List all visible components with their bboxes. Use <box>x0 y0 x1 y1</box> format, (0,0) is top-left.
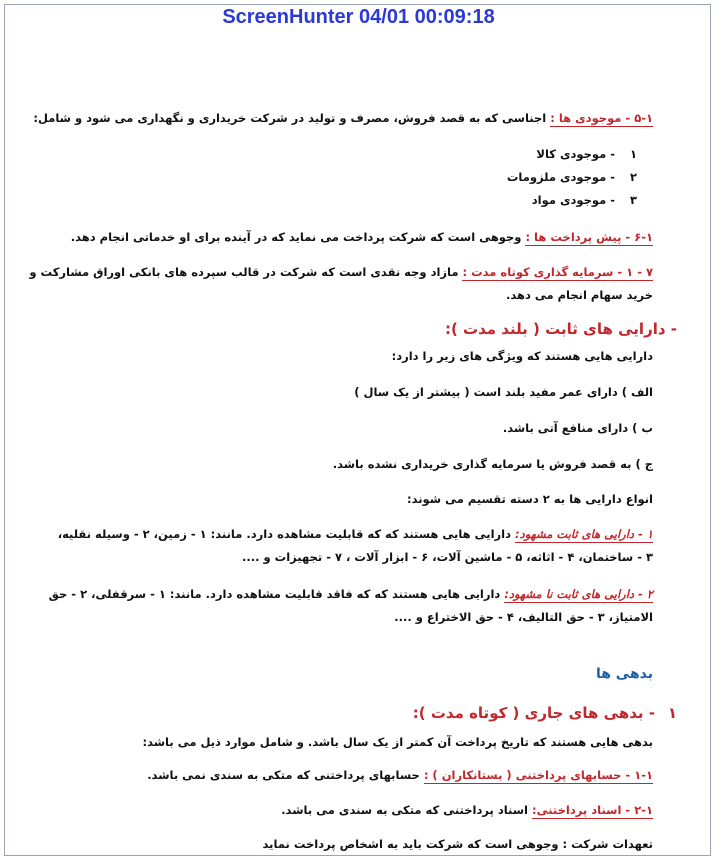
current-liabilities-title: ۱- بدهی های جاری ( کوتاه مدت ): <box>412 704 677 722</box>
fixed-assets-a: الف ) دارای عمر مفید بلند است ( بیشتر از یک سال ) <box>354 385 653 399</box>
notes-payable-title: ۲-۱ - اسناد پرداختنی: <box>532 803 653 817</box>
short-investment-line-2: خرید سهام انجام می دهد. <box>505 288 653 302</box>
obligations-line: تعهدات شرکت : وجوهی است که شرکت باید به اشخاص پرداخت نماید <box>262 837 653 851</box>
fixed-assets-title: - دارایی های ثابت ( بلند مدت ): <box>444 320 677 338</box>
intangible-title: ۲ - دارایی های ثابت نا مشهود: <box>504 587 653 601</box>
intangible-line-2: الامتیاز، ۳ - حق التالیف، ۴ - حق الاختراع و .... <box>394 610 653 624</box>
prepayment-title: ۶-۱ - پیش پرداخت ها : <box>525 230 653 244</box>
inventory-text: اجناسی که به قصد فروش، مصرف و تولید در شرکت خریداری و نگهداری می شود و شامل: <box>33 111 551 125</box>
tangible-line-2: ۳ - ساختمان، ۴ - اثاثه، ۵ - ماشین آلات، ۶ - ابزار آلات ، ۷ - تجهیزات و .... <box>242 550 653 564</box>
current-liabilities-intro: بدهی هایی هستند که تاریخ پرداخت آن کمتر از یک سال باشد. و شامل موارد ذیل می باشد: <box>142 735 653 749</box>
liabilities-heading: بدهی ها <box>595 666 653 682</box>
payables-line: ۱-۱ - حسابهای پرداختنی ( بستانکاران ) : حسابهای پرداختنی که متکی به سندی نمی باشد. <box>147 768 653 782</box>
watermark: ScreenHunter 04/01 00:09:18 <box>222 6 495 28</box>
notes-payable-line: ۲-۱ - اسناد پرداختنی: اسناد پرداختنی که متکی به سندی می باشد. <box>281 803 653 817</box>
inventory-item: ۲- موجودی ملزومات <box>506 170 637 184</box>
short-investment-line: ۷ - ۱ - سرمایه گذاری کوتاه مدت : مازاد وجه نقدی است که شرکت در قالب سپرده های بانکی اوراق مشارکت و <box>29 265 653 279</box>
short-investment-title: ۷ - ۱ - سرمایه گذاری کوتاه مدت : <box>462 265 653 279</box>
inventory-item: ۱- موجودی کالا <box>536 147 637 161</box>
fixed-assets-intro: دارایی هایی هستند که ویژگی های زیر را دارد: <box>391 349 653 363</box>
payables-title: ۱-۱ - حسابهای پرداختنی ( بستانکاران ) : <box>423 768 653 782</box>
tangible-line: ۱ - دارایی های ثابت مشهود: دارایی هایی هستند که که قابلیت مشاهده دارد. مانند: ۱ - زمین، ۲ - وسیله نقلیه، <box>57 527 653 541</box>
fixed-assets-c: ج ) به قصد فروش یا سرمایه گذاری خریداری نشده باشد. <box>332 457 653 471</box>
tangible-title: ۱ - دارایی های ثابت مشهود: <box>515 527 653 541</box>
inventory-line <box>33 110 653 126</box>
prepayment-line: ۶-۱ - پیش پرداخت ها : وجوهی است که شرکت پرداخت می نماید که در آینده برای او خدماتی انجام دهد. <box>70 230 653 244</box>
fixed-assets-b: ب ) دارای منافع آتی باشد. <box>502 421 653 435</box>
inventory-title: ۵-۱ - موجودی ها : <box>550 111 653 125</box>
intangible-line: ۲ - دارایی های ثابت نا مشهود: دارایی هایی هستند که که فاقد قابلیت مشاهده دارد. مانند: ۱ - سرقفلی، ۲ - حق <box>48 587 653 601</box>
fixed-assets-types: انواع دارایی ها به ۲ دسته تقسیم می شوند: <box>406 492 653 506</box>
inventory-item: ۳- موجودی مواد <box>531 193 637 207</box>
